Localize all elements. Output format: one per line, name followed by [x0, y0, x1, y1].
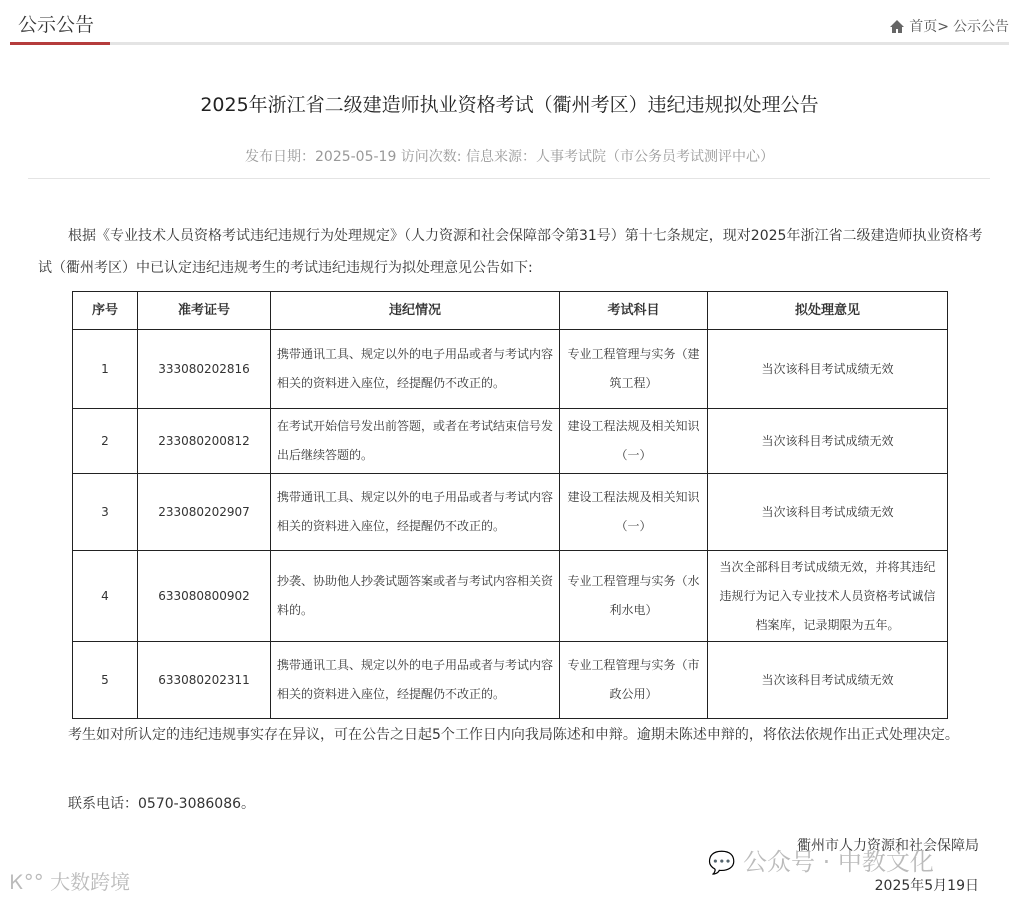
column-header: 准考证号	[138, 292, 271, 330]
article-meta: 发布日期：2025-05-19 访问次数: 信息来源：人事考试院（市公务员考试测评中心）	[245, 149, 774, 165]
contact-phone: 联系电话：0570-3086086。	[68, 796, 256, 812]
breadcrumb	[889, 16, 1009, 36]
table-cell: 专业工程管理与实务（水利水电）	[560, 551, 708, 642]
table-cell: 在考试开始信号发出前答题，或者在考试结束信号发出后继续答题的。	[271, 409, 560, 474]
wechat-icon: 💬	[708, 851, 736, 876]
table-cell: 当次该科目考试成绩无效	[708, 409, 948, 474]
table-cell: 当次全部科目考试成绩无效，并将其违纪违规行为记入专业技术人员资格考试诚信档案库，记录期限为五年。	[708, 551, 948, 642]
watermark-logo-icon: Ꮶ°°	[10, 870, 51, 894]
table-row	[73, 474, 948, 551]
table-cell: 当次该科目考试成绩无效	[708, 330, 948, 409]
column-header: 拟处理意见	[708, 292, 948, 330]
table-row	[73, 330, 948, 409]
breadcrumb-home[interactable]: 首页>	[909, 19, 949, 35]
table-cell: 当次该科目考试成绩无效	[708, 474, 948, 551]
watermark-right	[708, 842, 934, 877]
watermark-right-text: 公众号 · 中教文化	[743, 848, 934, 876]
table-row	[73, 409, 948, 474]
column-header: 违纪情况	[271, 292, 560, 330]
column-header: 序号	[73, 292, 138, 330]
section-header	[10, 0, 1009, 45]
table-cell: 633080800902	[138, 551, 271, 642]
table-cell: 当次该科目考试成绩无效	[708, 642, 948, 719]
violation-table	[72, 291, 948, 719]
table-row	[73, 642, 948, 719]
table-cell: 专业工程管理与实务（市政公用）	[560, 642, 708, 719]
table-cell: 3	[73, 474, 138, 551]
table-cell: 1	[73, 330, 138, 409]
table-cell: 专业工程管理与实务（建筑工程）	[560, 330, 708, 409]
table-cell: 233080200812	[138, 409, 271, 474]
section-title: 公示公告	[18, 14, 95, 36]
table-cell: 携带通讯工具、规定以外的电子用品或者与考试内容相关的资料进入座位，经提醒仍不改正的。	[271, 474, 560, 551]
table-cell: 2	[73, 409, 138, 474]
table-cell: 233080202907	[138, 474, 271, 551]
table-cell: 建设工程法规及相关知识（一）	[560, 409, 708, 474]
table-cell: 抄袭、协助他人抄袭试题答案或者与考试内容相关资料的。	[271, 551, 560, 642]
table-header-row	[73, 292, 948, 330]
table-cell: 携带通讯工具、规定以外的电子用品或者与考试内容相关的资料进入座位，经提醒仍不改正的。	[271, 642, 560, 719]
table-cell: 4	[73, 551, 138, 642]
signer: 衢州市人力资源和社会保障局	[797, 838, 979, 854]
divider	[28, 178, 990, 179]
intro-paragraph: 根据《专业技术人员资格考试违纪违规行为处理规定》（人力资源和社会保障部令第31号）第十七条规定，现对2025年浙江省二级建造师执业资格考试（衢州考区）中已认定违纪违规考生的考试违纪违规行为拟处理意见公告如下:	[38, 228, 983, 276]
home-icon	[889, 19, 905, 34]
table-cell: 5	[73, 642, 138, 719]
table-cell: 携带通讯工具、规定以外的电子用品或者与考试内容相关的资料进入座位，经提醒仍不改正的。	[271, 330, 560, 409]
publish-date: 2025年5月19日	[874, 878, 979, 894]
breadcrumb-current[interactable]: 公示公告	[953, 19, 1009, 35]
table-row	[73, 551, 948, 642]
article-title: 2025年浙江省二级建造师执业资格考试（衢州考区）违纪违规拟处理公告	[200, 94, 819, 116]
watermark-left	[10, 866, 130, 895]
table-cell: 333080202816	[138, 330, 271, 409]
section-underline	[10, 42, 110, 45]
table-cell: 633080202311	[138, 642, 271, 719]
column-header: 考试科目	[560, 292, 708, 330]
notice-paragraph: 考生如对所认定的违纪违规事实存在异议，可在公告之日起5个工作日内向我局陈述和申辩。逾期未陈述申辩的，将依法依规作出正式处理决定。	[68, 727, 959, 743]
table-cell: 建设工程法规及相关知识（一）	[560, 474, 708, 551]
watermark-left-text: 大数跨境	[50, 870, 131, 894]
